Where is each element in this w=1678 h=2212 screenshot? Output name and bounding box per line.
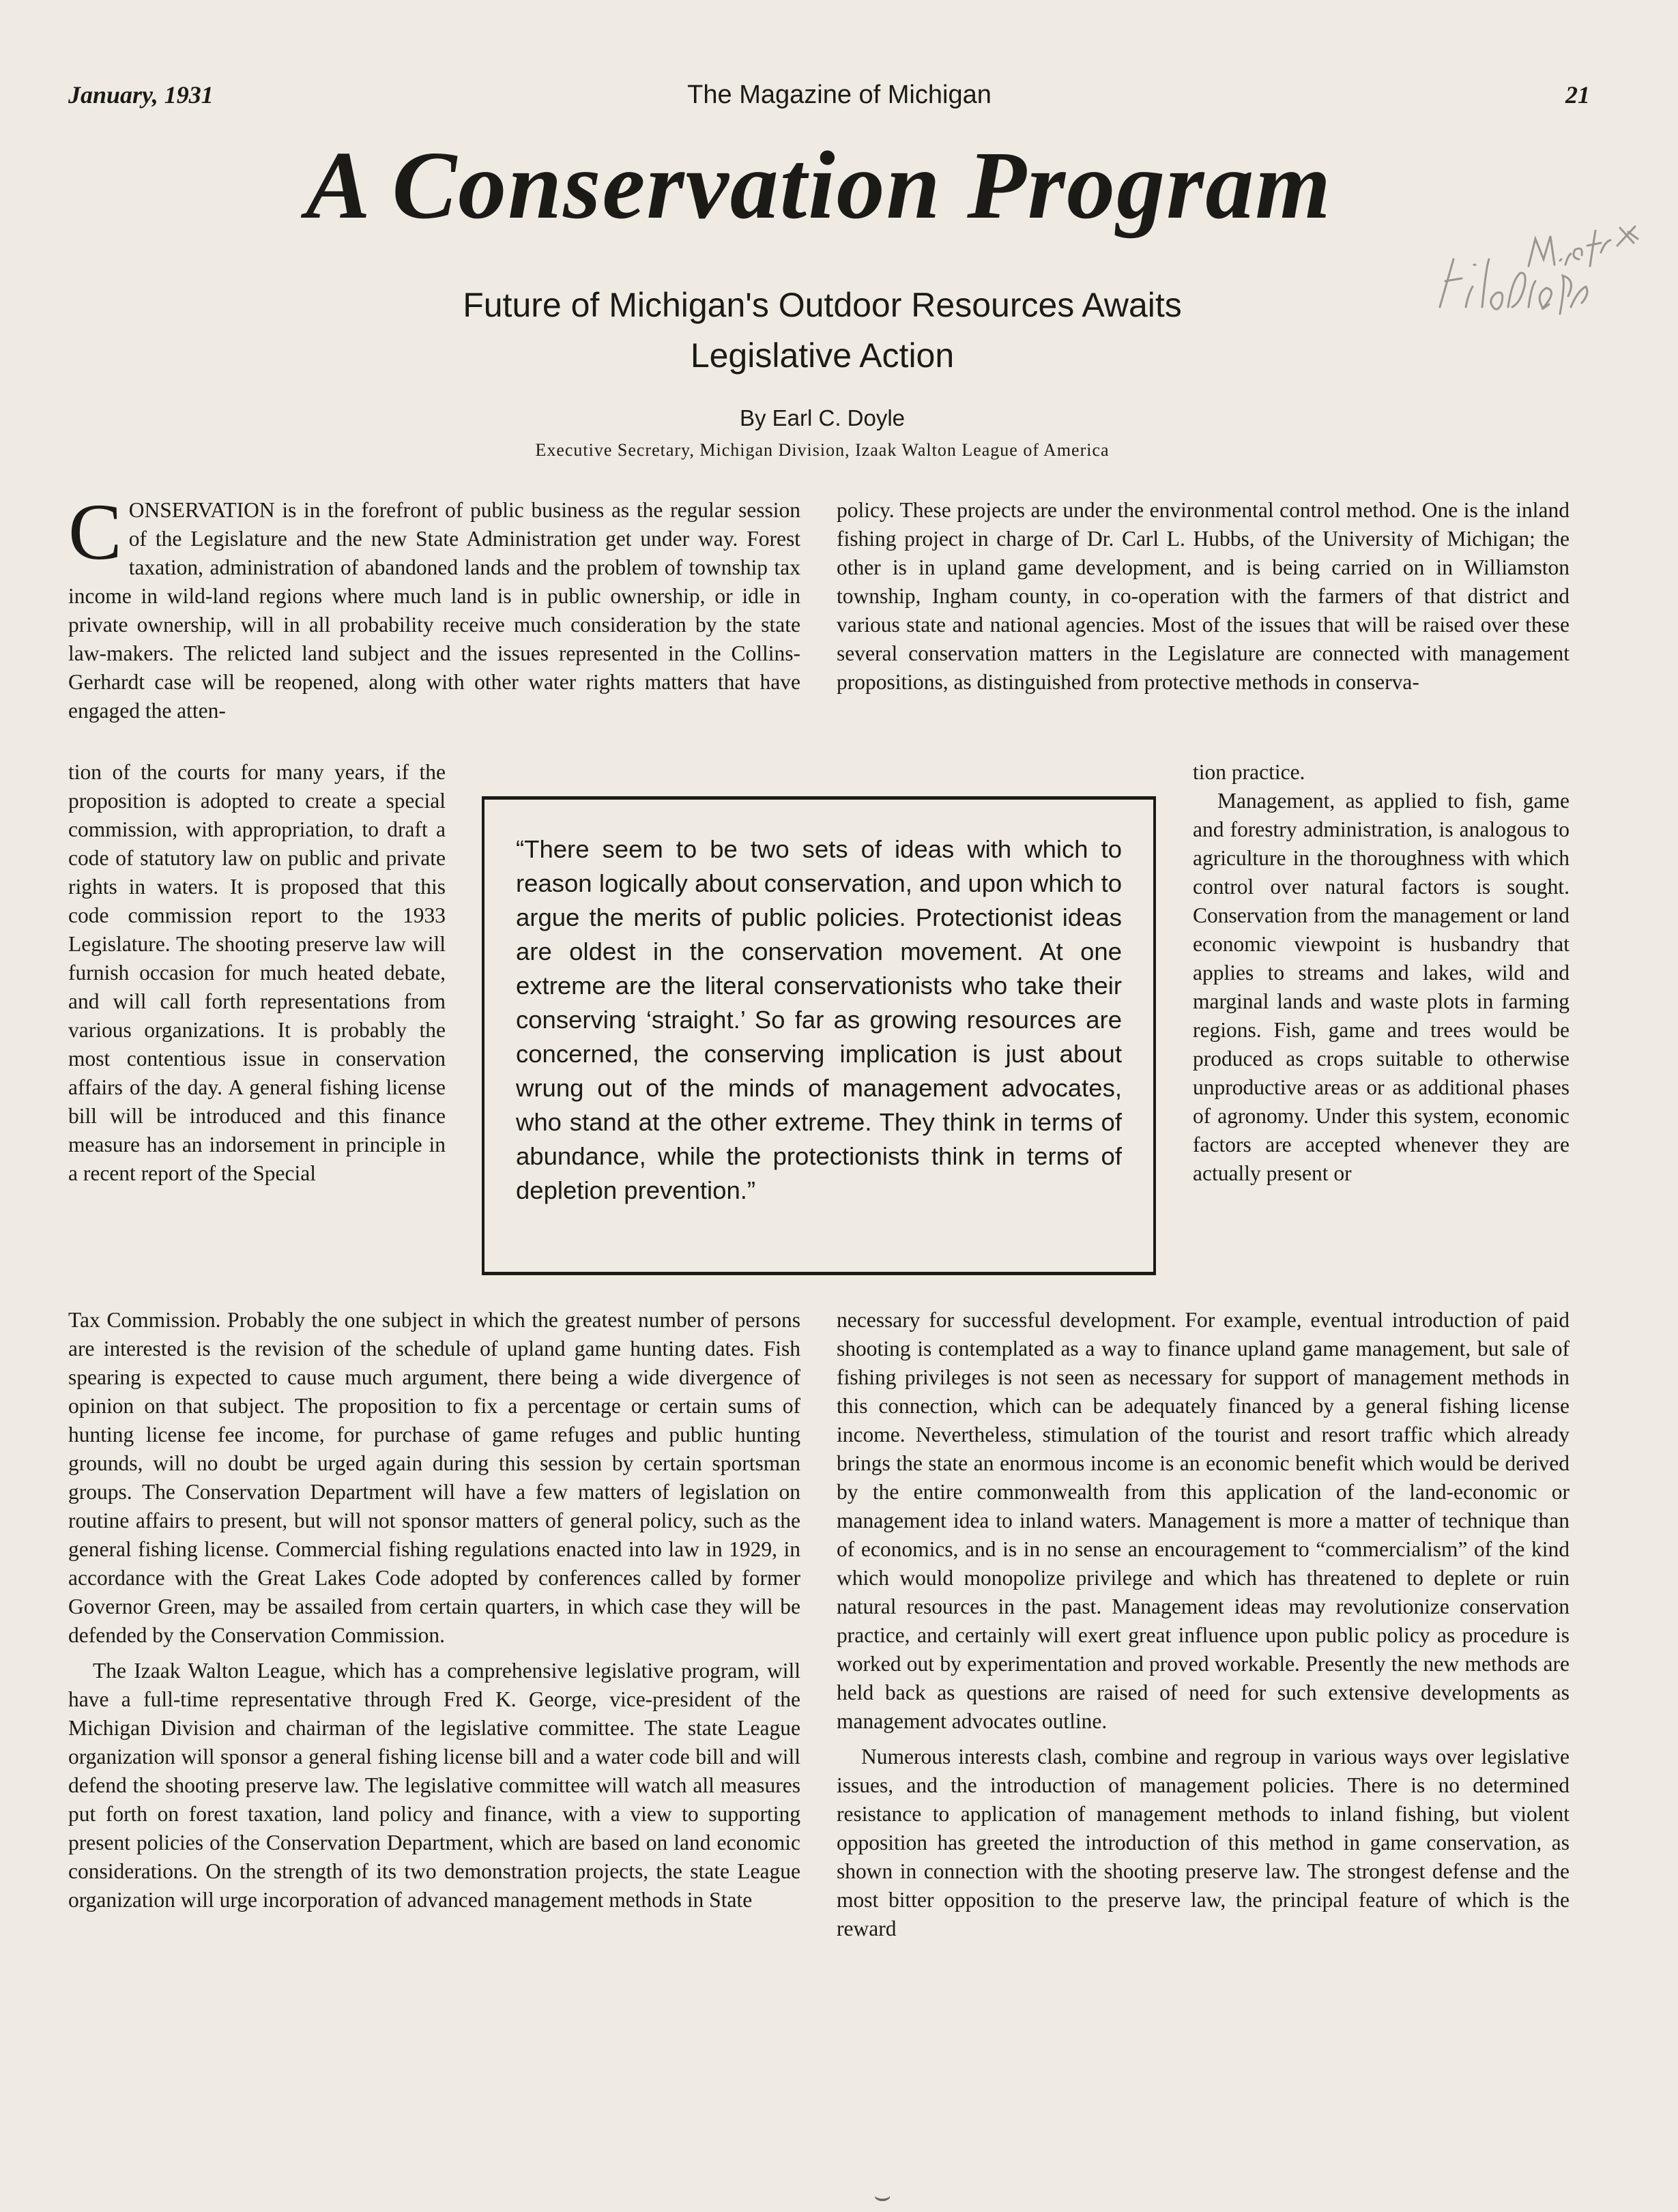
right-bottom-text: necessary for successful development. For example, eventual introduction of paid shooting is contemplated as a way to finance upland game management, but sale of fishing privileges is not seen as necessary for support of management methods in this connection, which can be adequately financed by a general fishing license income. Nevertheless, stimulation of the tourist and resort traffic which already brings the state an enormous income is an economic benefit which would be derived by the entire commonwealth from this application of the land-economic or management idea to inland waters. Management is more a matter of technique than of economics, and is in no sense an encouragement to “commercialism” of the kind which would monopolize privilege and which has threatened to deplete or ruin natural resources in the past. Management ideas may revolutionize conservation practice, and certainly will exert great influence upon public policy as procedure is worked out by experimentation and proved workable. Presently the new methods are held back as questions are raised of need for such extensive developments as management advocates outline.: [837, 1308, 1569, 1733]
article-subtitle: [0, 280, 1645, 381]
left-column-top: [68, 487, 800, 725]
management-paragraph: Management, as applied to fish, game and forestry administration, is analogous to agriculture in the thoroughness with which control over natural factors is sought. Conservation from the management or land economic viewpoint is husbandry that applies to streams and lakes, wild and marginal lands and waste plots in farming regions. Fish, game and trees would be produced as crops suitable to otherwise unproductive areas or as additional phases of agronomy. Under this system, economic factors are accepted whenever they are actually present or: [1193, 789, 1569, 1185]
left-column-narrow: [68, 758, 446, 1188]
pull-quote-box: [482, 796, 1156, 1275]
left-bottom-text: Tax Commission. Probably the one subject in which the greatest number of persons are interested is the revision of the schedule of upland game hunting dates. Fish spearing is expected to cause much argument, there being a wide divergence of opinion on that subject. The proposition to fix a percentage or certain sums of hunting license fee income, for purchase of game refuges and public hunting grounds, will no doubt be urged again during this session by certain sportsman groups. The Conservation Department will have a few matters of legislation on routine affairs to present, but will not sponsor matters of general policy, such as the general fishing license. Commercial fishing regulations enacted into law in 1929, in accordance with the Great Lakes Code adopted by conferences called by former Governor Green, may be assailed from certain quarters, in which case they will be defended by the Conservation Commission.: [68, 1308, 800, 1647]
article-title: A Conservation Program: [306, 131, 1332, 239]
right-column-narrow: [1193, 758, 1569, 1188]
subtitle-line-1: Future of Michigan's Outdoor Resources Awaits: [463, 286, 1182, 324]
left-column-bottom: [68, 1306, 800, 1915]
page-number: 21: [1565, 81, 1590, 108]
drop-cap: C: [68, 487, 122, 577]
right-narrow-continuation: tion practice.: [1193, 760, 1305, 784]
handwritten-annotation: [1426, 205, 1658, 348]
izaak-walton-paragraph: The Izaak Walton League, which has a comprehensive legislative program, will have a full-time representative through Fred K. George, vice-president of the Michigan Division and chairman of the legislative committee. The state League organization will sponsor a general fishing license bill and a water code bill and will defend the shooting preserve law. The legislative committee will watch all measures put forth on forest taxation, land policy and finance, with a view to supporting present policies of the Conservation Department, which are based on land economic considerations. On the strength of its two demonstration projects, the state League organization will urge incorporation of advanced management methods in State: [68, 1659, 800, 1912]
subtitle-line-2: Legislative Action: [690, 336, 955, 375]
running-head: [68, 81, 1610, 121]
numerous-interests-paragraph: Numerous interests clash, combine and regroup in various ways over legislative issues, and the introduction of management policies. There is no determined resistance to application of management methods to inland fishing, but violent opposition has greeted the introduction of this method in game conservation, as shown in connection with the shooting preserve law. The strongest defense and the most bitter opposition to the preserve law, the principal feature of which is the reward: [837, 1745, 1569, 1940]
page-mark: ⌣: [873, 2181, 892, 2211]
opening-paragraph: [68, 487, 800, 725]
issue-date: January, 1931: [68, 81, 214, 108]
opening-text: ONSERVATION is in the forefront of public business as the regular session of the Legislature and the new State Administration get under way. Forest taxation, administration of abandoned lands and the problem of township tax income in wild-land regions where much land is in public ownership, or idle in private ownership, will in all probability receive much consideration by the state law-makers. The relicted land subject and the issues represented in the Collins-Gerhardt case will be reopened, along with other water rights matters that have engaged the atten-: [68, 498, 800, 723]
right-column-bottom: [837, 1306, 1569, 1943]
byline: By Earl C. Doyle: [739, 405, 906, 431]
left-narrow-text: tion of the courts for many years, if the proposition is adopted to create a special commission, with appropriation, to draft a code of statutory law on public and private rights in waters. It is proposed that this code commission report to the 1933 Legislature. The shooting preserve law will furnish occasion for much heated debate, and will call forth representations from various organizations. It is probably the most contentious issue in conservation affairs of the day. A general fishing license bill will be introduced and this finance measure has an indorsement in principle in a recent report of the Special: [68, 760, 446, 1185]
author-affiliation: Executive Secretary, Michigan Division, Izaak Walton League of America: [535, 440, 1110, 460]
right-column-top: [837, 496, 1569, 697]
pull-quote-text: “There seem to be two sets of ideas with which to reason logically about conservation, and upon which to argue the merits of public policies. Protectionist ideas are oldest in the conservation movement. At one extreme are the literal conservationists who take their conserving ‘straight.’ So far as growing resources are concerned, the conserving implication is just about wrung out of the minds of management advocates, who stand at the other extreme. They think in terms of abundance, while the protectionists think in terms of depletion prevention.”: [482, 800, 1156, 1272]
magazine-name: The Magazine of Michigan: [687, 81, 992, 109]
right-top-text: policy. These projects are under the environmental control method. One is the inland fishing project in charge of Dr. Carl L. Hubbs, of the University of Michigan; the other is in upland game development, and is being carried on in Williamston township, Ingham county, in co-operation with the farmers of that district and various state and national agencies. Most of the issues that will be raised over these several conservation matters in the Legislature are connected with management propositions, as distinguished from protective methods in conserva-: [837, 498, 1569, 694]
